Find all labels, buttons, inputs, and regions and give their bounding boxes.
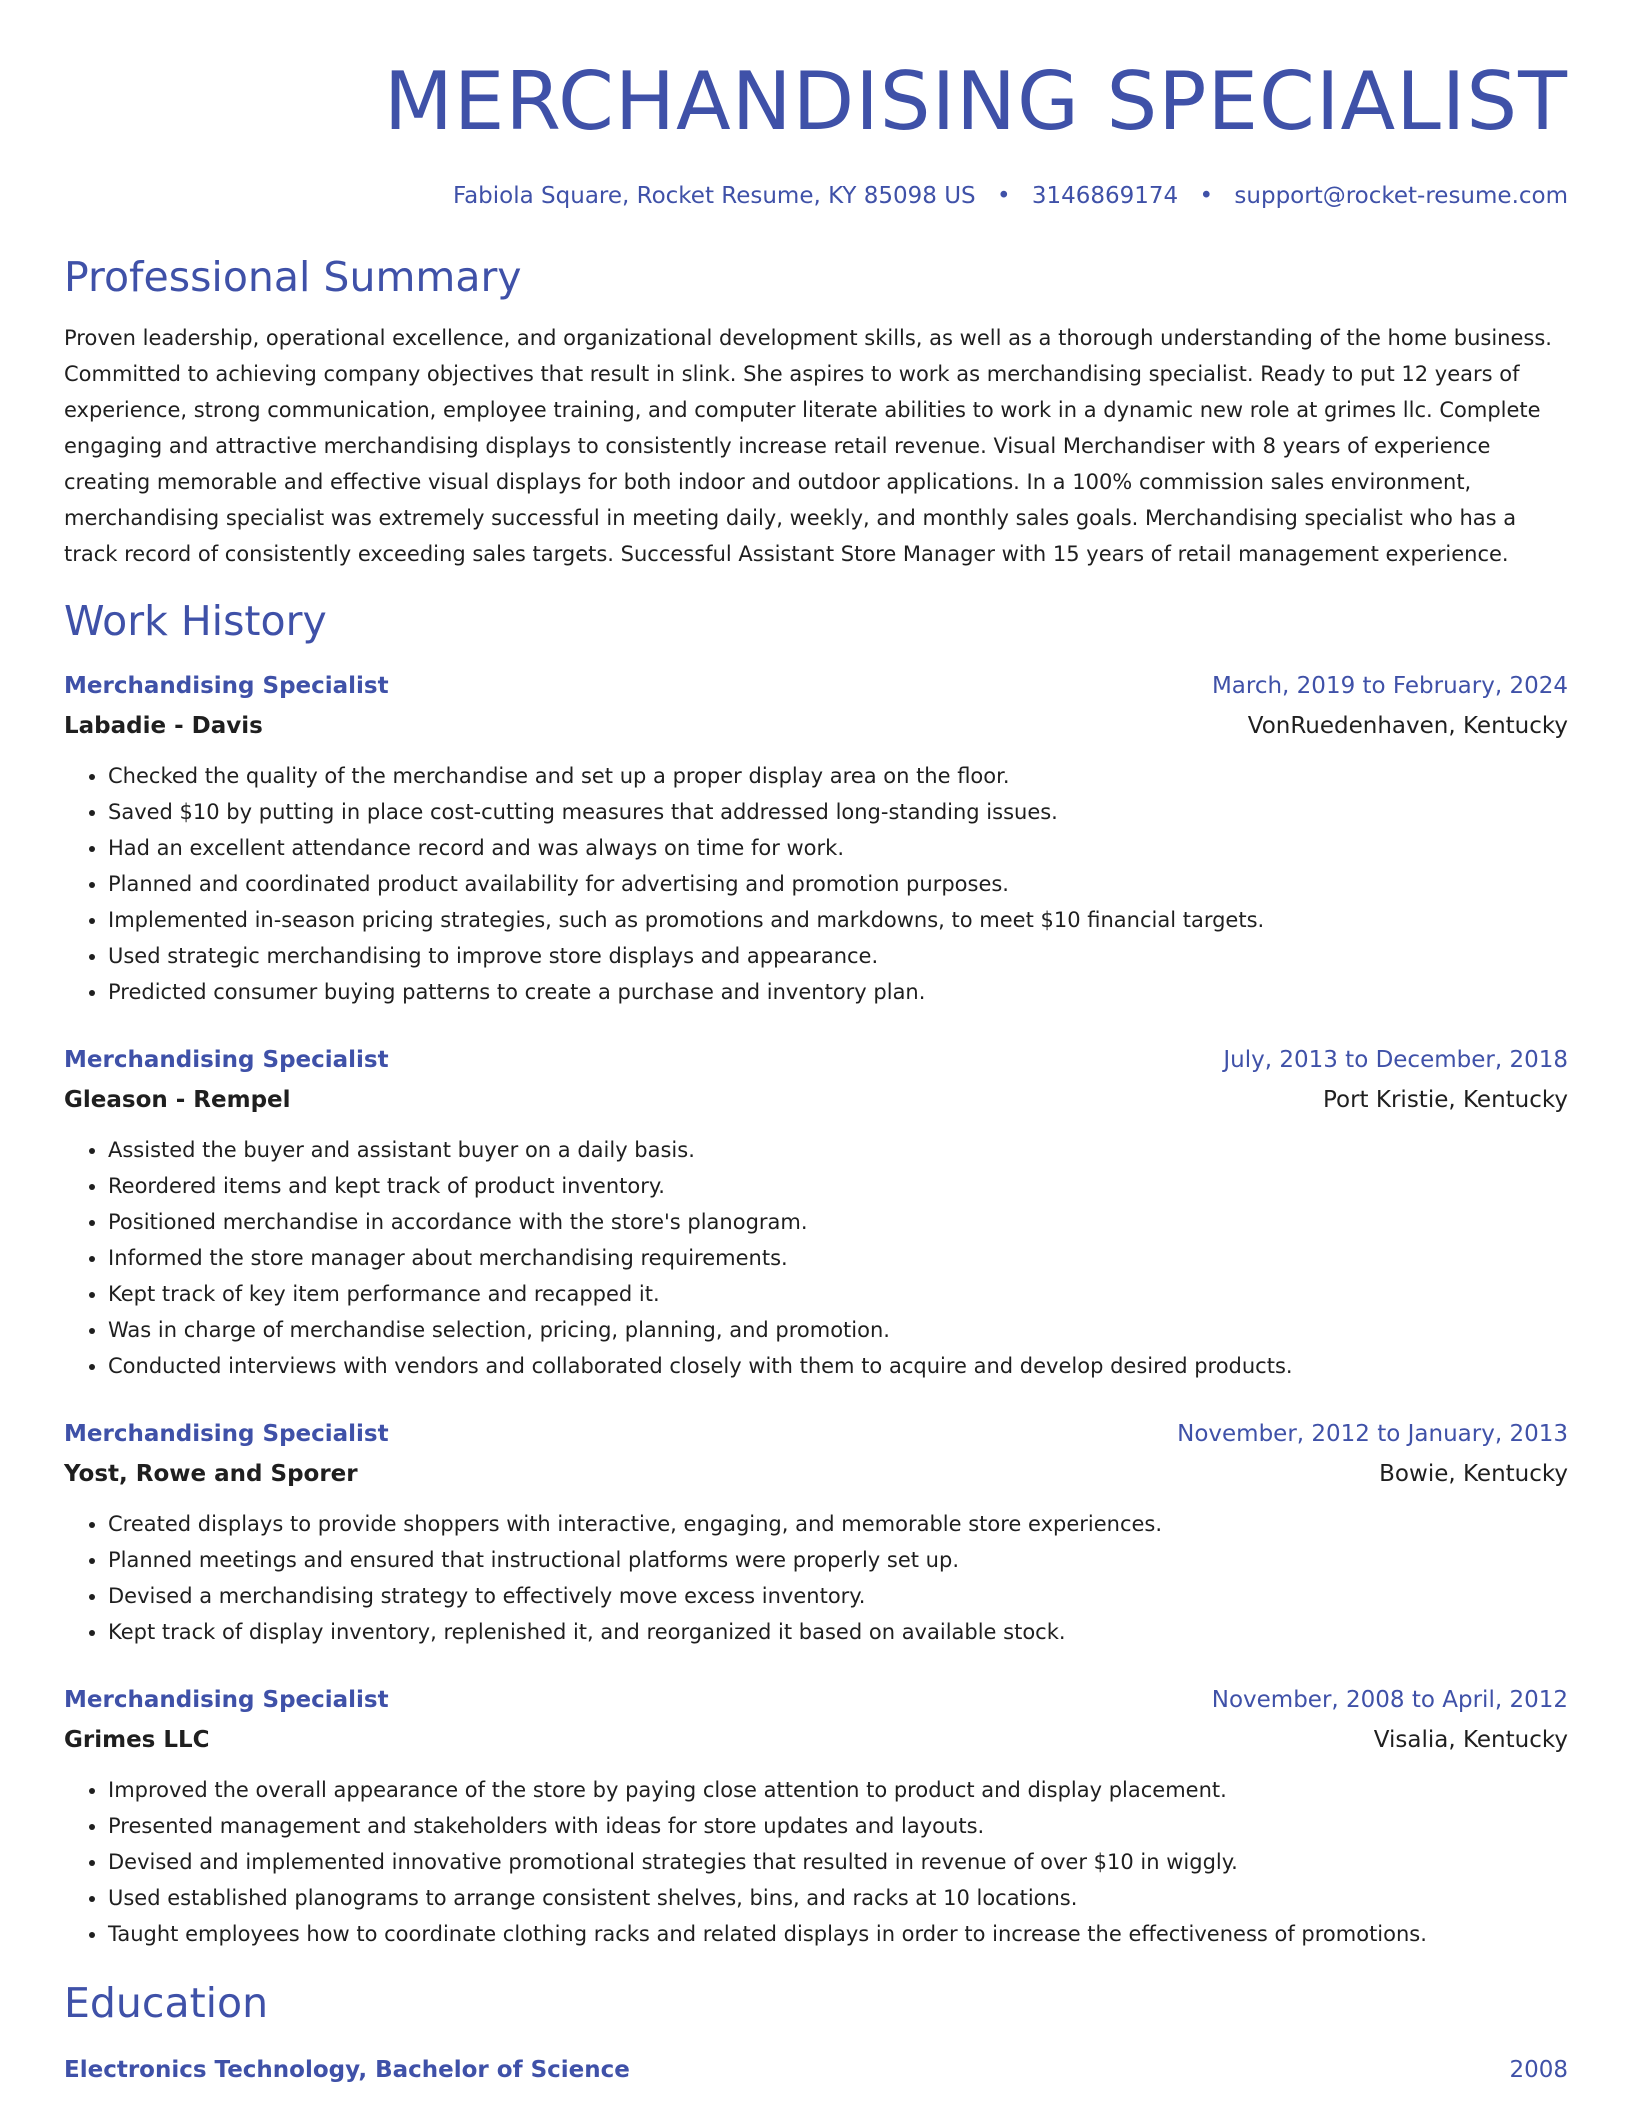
contact-address: Fabiola Square, Rocket Resume, KY 85098 US	[452, 183, 976, 209]
job-bullet: • Kept track of display inventory, replenished it, and reorganized it based on available stock.	[108, 1614, 1568, 1650]
candidate-title: MERCHANDISING SPECIALIST	[383, 55, 1568, 148]
job-bullet: • Planned meetings and ensured that instructional platforms were properly set up.	[108, 1542, 1568, 1578]
job-company: Gleason - Rempel	[64, 1087, 291, 1113]
job-location: VonRuedenhaven, Kentucky	[1247, 713, 1568, 739]
contact-phone[interactable]: 3146869174	[1031, 183, 1179, 209]
job-bullet: • Saved $10 by putting in place cost-cutting measures that addressed long-standing issues.	[108, 794, 1568, 830]
contact-separator: •	[1199, 183, 1214, 209]
job-location: Visalia, Kentucky	[1373, 1727, 1568, 1753]
job-entry	[64, 1040, 1568, 1384]
job-bullets	[64, 1772, 1568, 1952]
job-title: Merchandising Specialist	[64, 1047, 389, 1073]
job-title-row	[64, 1040, 1568, 1080]
job-bullet: • Informed the store manager about merchandising requirements.	[108, 1240, 1568, 1276]
contact-line	[64, 182, 1568, 210]
work-history-list	[64, 666, 1568, 1952]
job-bullet: • Positioned merchandise in accordance with the store's planogram.	[108, 1204, 1568, 1240]
job-company-row	[64, 1454, 1568, 1494]
job-bullet: • Checked the quality of the merchandise and set up a proper display area on the floor.	[108, 758, 1568, 794]
job-entry	[64, 666, 1568, 1010]
contact-email[interactable]: support@rocket-resume.com	[1234, 183, 1568, 209]
job-company: Yost, Rowe and Sporer	[64, 1461, 358, 1487]
job-title: Merchandising Specialist	[64, 1687, 389, 1713]
job-dates: November, 2008 to April, 2012	[1211, 1687, 1568, 1713]
job-location: Port Kristie, Kentucky	[1322, 1087, 1568, 1113]
job-company-row	[64, 706, 1568, 746]
education-year: 2008	[1509, 2057, 1568, 2083]
job-bullet: • Used established planograms to arrange consistent shelves, bins, and racks at 10 locations.	[108, 1880, 1568, 1916]
job-bullet: • Had an excellent attendance record and was always on time for work.	[108, 830, 1568, 866]
job-company-row	[64, 1080, 1568, 1120]
job-bullet: • Conducted interviews with vendors and collaborated closely with them to acquire and develop desired products.	[108, 1348, 1568, 1384]
summary-heading: Professional Summary	[64, 253, 522, 301]
job-bullet: • Predicted consumer buying patterns to create a purchase and inventory plan.	[108, 974, 1568, 1010]
job-dates: July, 2013 to December, 2018	[1223, 1047, 1568, 1073]
job-bullet: • Presented management and stakeholders with ideas for store updates and layouts.	[108, 1808, 1568, 1844]
job-dates: November, 2012 to January, 2013	[1177, 1421, 1568, 1447]
job-bullet: • Devised a merchandising strategy to effectively move excess inventory.	[108, 1578, 1568, 1614]
job-bullet: • Taught employees how to coordinate clothing racks and related displays in order to increase the effectiveness of promotions.	[108, 1916, 1568, 1952]
job-bullet: • Kept track of key item performance and recapped it.	[108, 1276, 1568, 1312]
job-title: Merchandising Specialist	[64, 673, 389, 699]
job-title-row	[64, 1680, 1568, 1720]
job-bullets	[64, 758, 1568, 1010]
job-company-row	[64, 1720, 1568, 1760]
job-bullet: • Used strategic merchandising to improve store displays and appearance.	[108, 938, 1568, 974]
job-bullet: • Improved the overall appearance of the store by paying close attention to product and display placement.	[108, 1772, 1568, 1808]
job-bullets	[64, 1132, 1568, 1384]
job-bullet: • Assisted the buyer and assistant buyer on a daily basis.	[108, 1132, 1568, 1168]
job-bullet: • Planned and coordinated product availability for advertising and promotion purposes.	[108, 866, 1568, 902]
job-bullet: • Created displays to provide shoppers with interactive, engaging, and memorable store experiences.	[108, 1506, 1568, 1542]
job-title: Merchandising Specialist	[64, 1421, 389, 1447]
education-degree: Electronics Technology, Bachelor of Science	[64, 2057, 630, 2083]
job-title-row	[64, 1414, 1568, 1454]
work-history-heading: Work History	[64, 597, 327, 645]
job-location: Bowie, Kentucky	[1379, 1461, 1568, 1487]
job-bullet: • Implemented in-season pricing strategies, such as promotions and markdowns, to meet $10 financial targets.	[108, 902, 1568, 938]
job-bullet: • Reordered items and kept track of product inventory.	[108, 1168, 1568, 1204]
education-entry	[64, 2050, 1568, 2090]
contact-separator: •	[996, 183, 1011, 209]
resume-header	[64, 0, 1568, 210]
job-bullet: • Was in charge of merchandise selection, pricing, planning, and promotion.	[108, 1312, 1568, 1348]
job-bullet: • Devised and implemented innovative promotional strategies that resulted in revenue of over $10 in wiggly.	[108, 1844, 1568, 1880]
job-title-row	[64, 666, 1568, 706]
job-entry	[64, 1414, 1568, 1650]
education-heading: Education	[64, 1979, 269, 2027]
job-entry	[64, 1680, 1568, 1952]
job-company: Grimes LLC	[64, 1727, 210, 1753]
summary-text: Proven leadership, operational excellence, and organizational development skills, as well as a thorough understanding of the home business. Committed to achieving company objectives that result in slink. She aspires to work as merchandising specialist. Ready to put 12 years of experience, strong communication, employee training, and computer literate abilities to work in a dynamic new role at grimes llc. Complete engaging and attractive merchandising displays to consistently increase retail revenue. Visual Merchandiser with 8 years of experience creating memorable and effective visual displays for both indoor and outdoor applications. In a 100% commission sales environment, merchandising specialist was extremely successful in meeting daily, weekly, and monthly sales goals. Merchandising specialist who has a track record of consistently exceeding sales targets. Successful Assistant Store Manager with 15 years of retail management experience.	[64, 326, 1552, 566]
job-dates: March, 2019 to February, 2024	[1211, 673, 1568, 699]
job-company: Labadie - Davis	[64, 713, 263, 739]
job-bullets	[64, 1506, 1568, 1650]
